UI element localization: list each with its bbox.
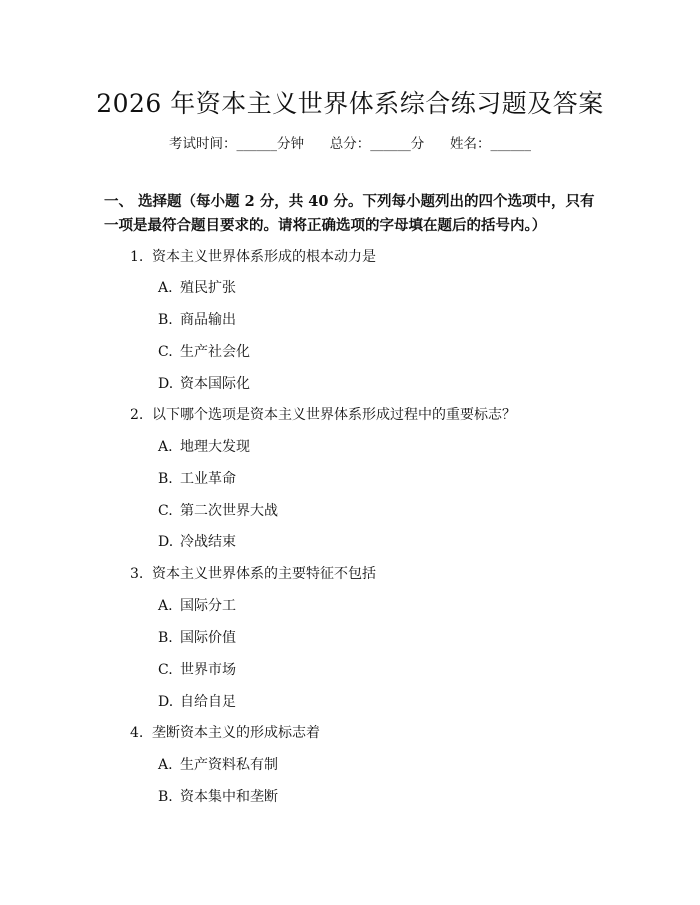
option-text: 国际价值 (180, 630, 236, 646)
question-2-option-b (158, 468, 236, 488)
option-text: 工业革命 (180, 471, 236, 487)
option-letter: A. (158, 598, 173, 614)
option-text: 冷战结束 (180, 534, 236, 550)
option-text: 商品输出 (180, 312, 236, 328)
option-letter: B. (158, 312, 173, 328)
question-number: 2. (130, 407, 144, 423)
document-title: 2026 年资本主义世界体系综合练习题及答案 (96, 89, 604, 118)
option-letter: A. (158, 757, 173, 773)
option-letter: B. (158, 630, 173, 646)
option-letter: C. (158, 344, 173, 360)
option-letter: C. (158, 662, 173, 678)
question-3-option-c (158, 659, 236, 679)
question-1-option-a (158, 277, 236, 297)
question-2-option-c (158, 500, 278, 520)
section-heading: 一、 选择题（每小题 2 分，共 40 分。下列每小题列出的四个选项中，只有一项是最符合题目要求的。请将正确选项的字母填在题后的括号内。） (104, 193, 595, 234)
option-text: 殖民扩张 (180, 280, 236, 296)
question-4-option-b (158, 786, 278, 806)
option-letter: B. (158, 789, 173, 805)
option-letter: D. (158, 534, 174, 550)
question-3-option-b (158, 627, 236, 647)
option-text: 资本集中和垄断 (180, 789, 278, 805)
exam-info-line: 考试时间：______分钟 总分：______分 姓名：______ (169, 136, 531, 152)
question-text: 资本主义世界体系的主要特征不包括 (152, 566, 376, 582)
question-3-option-d (158, 691, 236, 711)
question-4 (130, 722, 320, 742)
option-text: 自给自足 (180, 694, 236, 710)
question-1-option-d (158, 373, 250, 393)
question-text: 以下哪个选项是资本主义世界体系形成过程中的重要标志？ (152, 407, 516, 423)
question-1-option-c (158, 341, 250, 361)
option-text: 国际分工 (180, 598, 236, 614)
question-2-option-a (158, 436, 250, 456)
question-1 (130, 246, 376, 266)
option-letter: A. (158, 439, 173, 455)
option-text: 世界市场 (180, 662, 236, 678)
option-letter: B. (158, 471, 173, 487)
option-letter: C. (158, 503, 173, 519)
option-letter: D. (158, 376, 174, 392)
option-text: 生产资料私有制 (180, 757, 278, 773)
question-text: 垄断资本主义的形成标志着 (152, 725, 320, 741)
option-letter: D. (158, 694, 174, 710)
question-3-option-a (158, 595, 236, 615)
question-number: 4. (130, 725, 144, 741)
question-number: 3. (130, 566, 144, 582)
question-3 (130, 563, 376, 583)
question-2 (130, 404, 516, 424)
option-text: 生产社会化 (180, 344, 250, 360)
option-letter: A. (158, 280, 173, 296)
question-text: 资本主义世界体系形成的根本动力是 (152, 249, 376, 265)
question-1-option-b (158, 309, 236, 329)
question-4-option-a (158, 754, 278, 774)
option-text: 第二次世界大战 (180, 503, 278, 519)
option-text: 地理大发现 (180, 439, 250, 455)
option-text: 资本国际化 (180, 376, 250, 392)
question-2-option-d (158, 531, 236, 551)
question-number: 1. (130, 249, 144, 265)
